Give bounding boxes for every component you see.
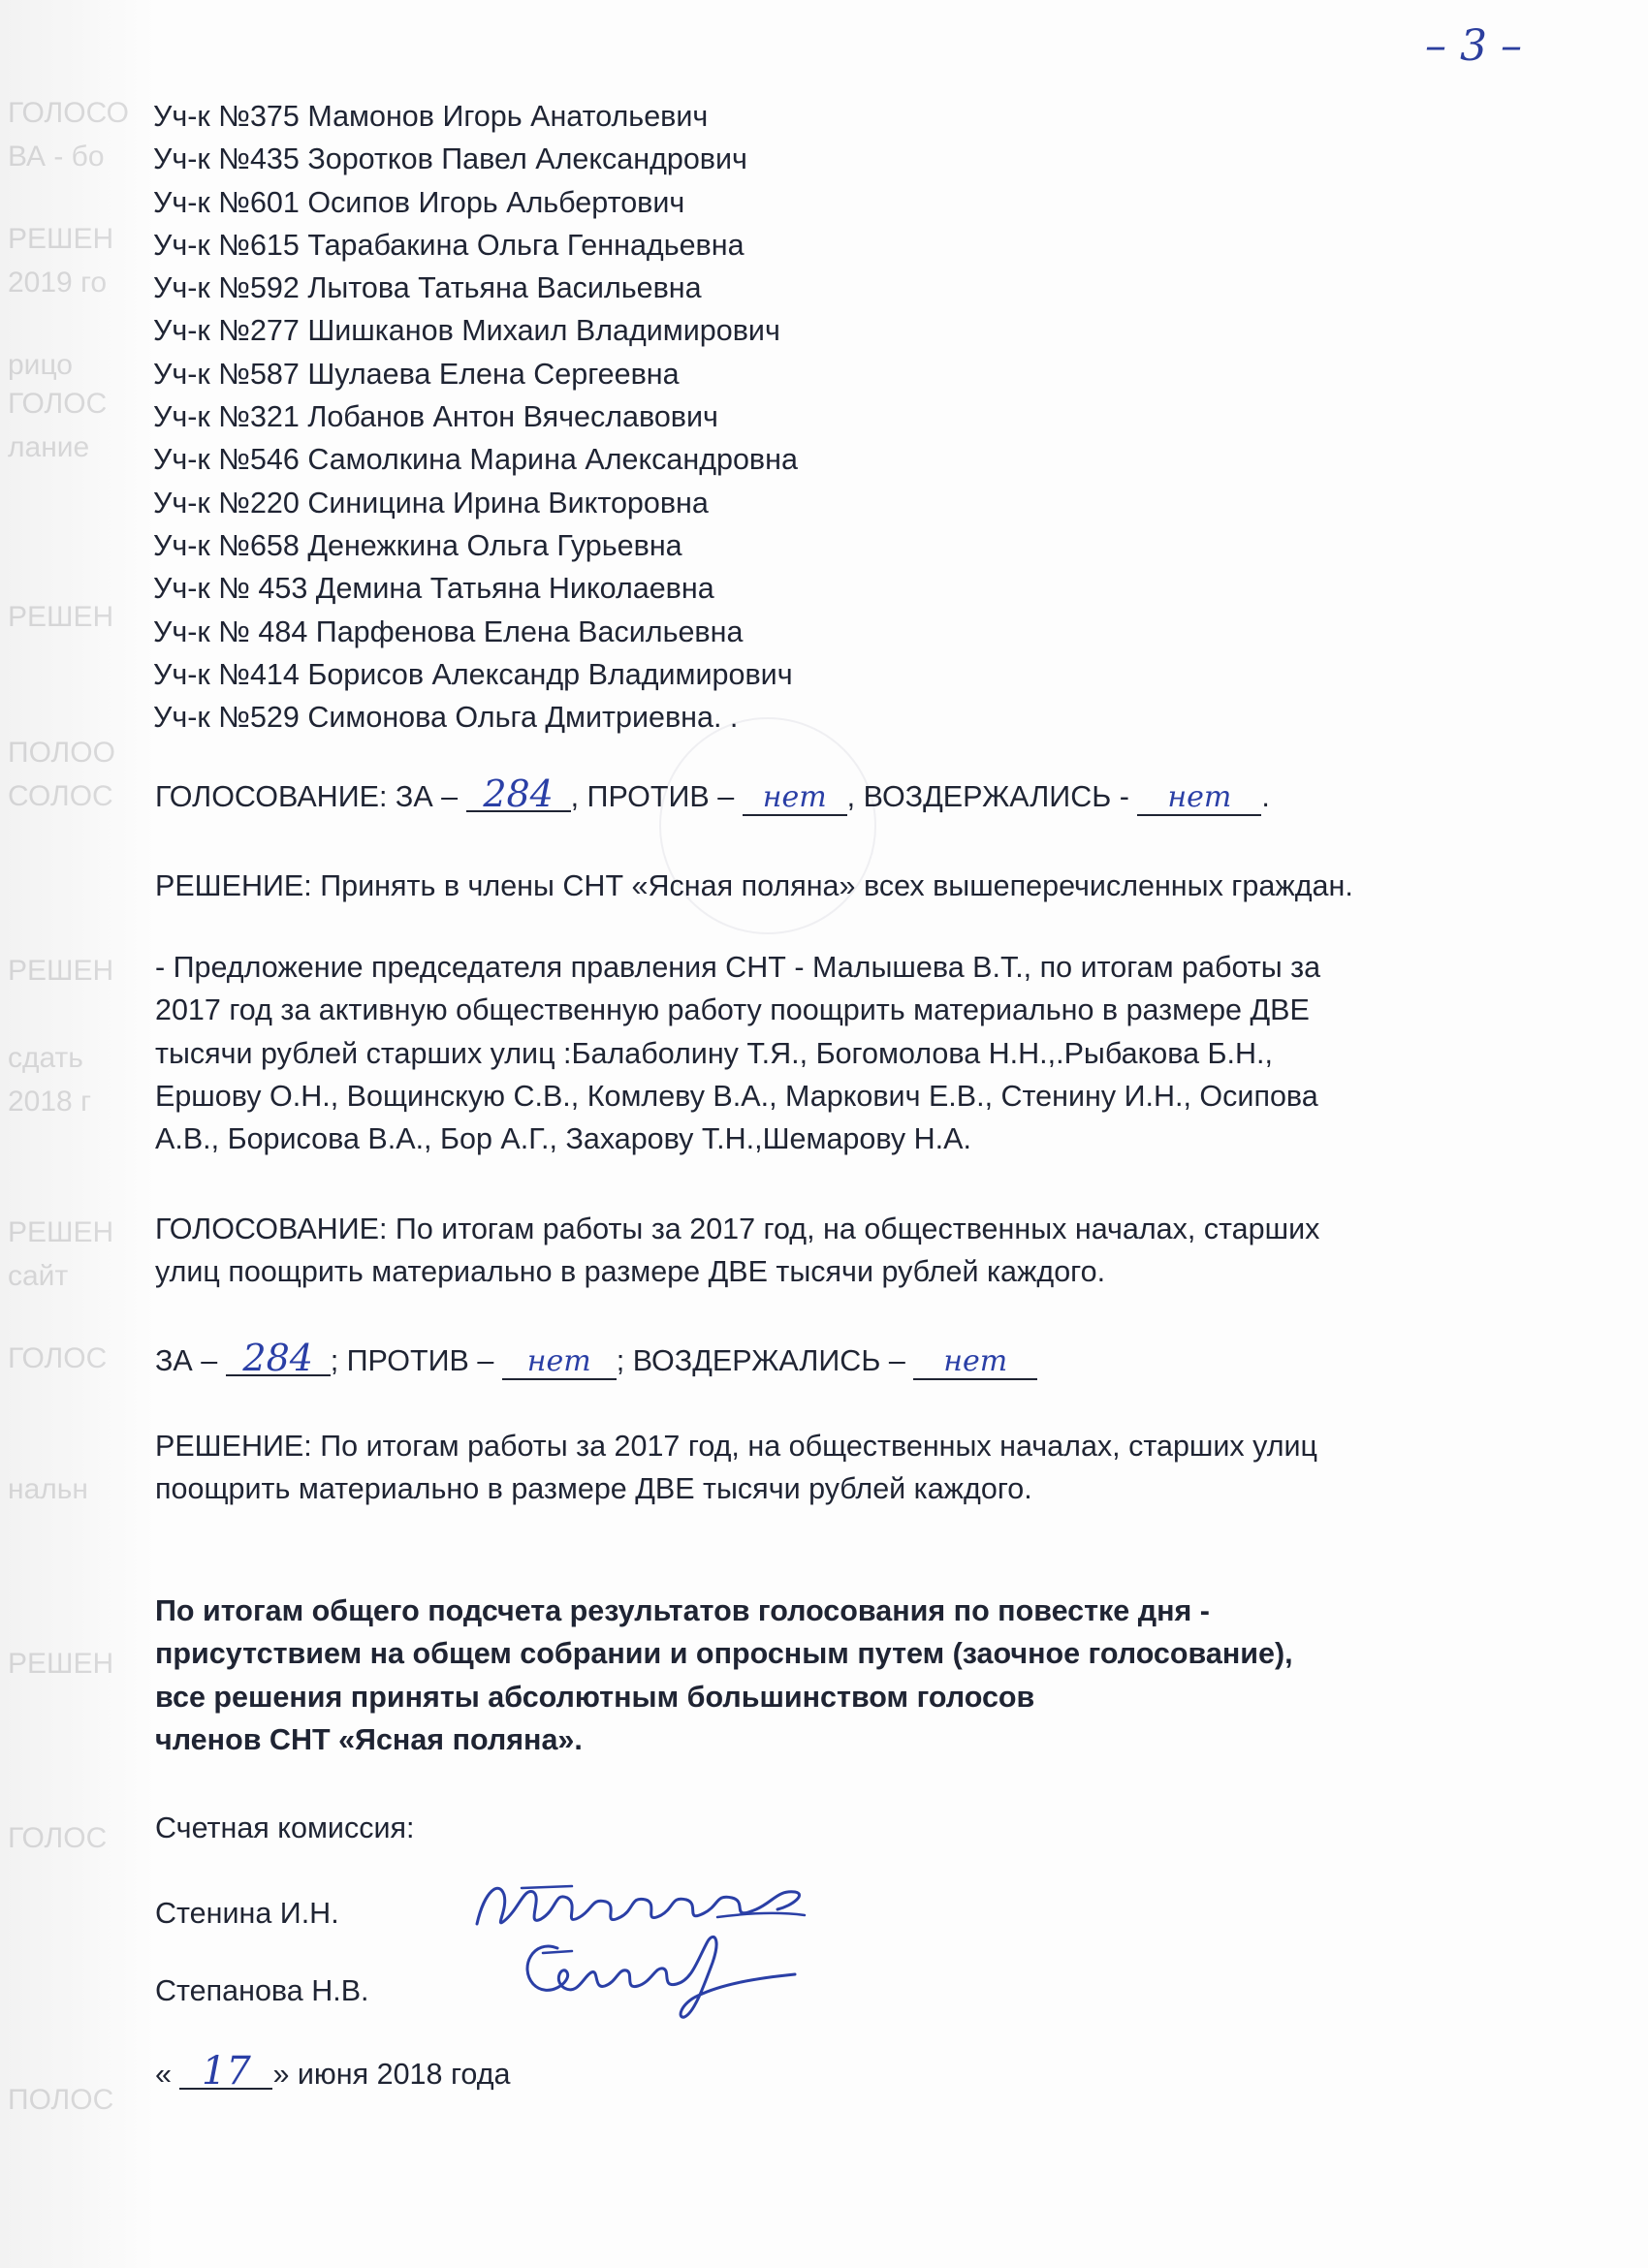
- date-month-year: » июня 2018 года: [272, 2058, 511, 2091]
- proposal-line: тысячи рублей старших улиц :Балаболину Т.Я., Богомолова Н.Н.,.Рыбакова Б.Н.,: [155, 1036, 1273, 1070]
- proposal-line: Ершову О.Н., Вощинскую С.В., Комлеву В.А., Маркович Е.В., Стенину И.Н., Осипова: [155, 1079, 1318, 1113]
- decision-2-line: РЕШЕНИЕ: По итогам работы за 2017 год, на общественных началах, старших улиц: [155, 1430, 1318, 1463]
- participant-line: Уч-к № 484 Парфенова Елена Васильевна: [153, 614, 744, 648]
- summary-line: членов СНТ «Ясная поляна».: [155, 1722, 583, 1756]
- vote-1-prefix: ГОЛОСОВАНИЕ: ЗА –: [155, 780, 466, 813]
- bleed-line: РЕШЕН: [8, 1216, 114, 1248]
- bleed-line: ГОЛОСО: [8, 97, 129, 129]
- bleed-line: РЕШЕН: [8, 601, 114, 633]
- bleed-line: сайт: [8, 1260, 69, 1292]
- bleed-line: 2019 го: [8, 267, 108, 299]
- bleed-through-margin: [0, 0, 155, 2268]
- summary-line: присутствием на общем собрании и опросным путем (заочное голосование),: [155, 1637, 1293, 1671]
- date-day-handwritten: 17: [179, 2055, 272, 2090]
- decision-2-line: поощрить материально в размере ДВЕ тысячи рублей каждого.: [155, 1472, 1032, 1506]
- bleed-line: 2018 г: [8, 1086, 92, 1118]
- counting-commission-label: Счетная комиссия:: [155, 1811, 415, 1844]
- vote-1-abstain-handwritten: нет: [1137, 781, 1261, 816]
- bleed-line: ПОЛОС: [8, 2084, 114, 2116]
- vote-1-against-label: , ПРОТИВ –: [570, 780, 743, 813]
- bleed-line: СОЛОС: [8, 780, 113, 812]
- date-open-quote: «: [155, 2058, 180, 2091]
- participant-list: [153, 95, 798, 739]
- decision-2: [155, 1425, 1317, 1511]
- voting-summary: [155, 1590, 1293, 1761]
- participant-line: Уч-к №587 Шулаева Елена Сергеевна: [153, 357, 680, 391]
- vote-2-text-line: улиц поощрить материально в размере ДВЕ тысячи рублей каждого.: [155, 1255, 1106, 1289]
- vote-2-prefix: ЗА –: [155, 1344, 226, 1377]
- proposal-line: - Предложение председателя правления СНТ - Малышева В.Т., по итогам работы за: [155, 951, 1321, 984]
- vote-2-against-handwritten: нет: [502, 1345, 617, 1380]
- summary-line: По итогам общего подсчета результатов голосования по повестке дня -: [155, 1594, 1210, 1627]
- decision-1: РЕШЕНИЕ: Принять в члены СНТ «Ясная поляна» всех вышеперечисленных граждан.: [155, 869, 1353, 902]
- member-name-2: Степанова Н.В.: [155, 1974, 369, 2007]
- bleed-line: нальн: [8, 1473, 88, 1505]
- participant-line: Уч-к №375 Мамонов Игорь Анатольевич: [153, 100, 709, 133]
- vote-2-for-handwritten: 284: [226, 1341, 331, 1376]
- participant-line: Уч-к №529 Симонова Ольга Дмитриевна. .: [153, 701, 739, 735]
- proposal-line: А.В., Борисова В.А., Бор А.Г., Захарову Т.Н.,Шемарову Н.А.: [155, 1122, 971, 1156]
- bleed-line: РЕШЕН: [8, 955, 114, 987]
- vote-2-text-line: ГОЛОСОВАНИЕ: По итогам работы за 2017 год, на общественных началах, старших: [155, 1213, 1320, 1245]
- vote-1-for-handwritten: 284: [466, 777, 571, 812]
- participant-line: Уч-к №615 Тарабакина Ольга Геннадьевна: [153, 228, 745, 262]
- bleed-line: ВА - бо: [8, 141, 105, 173]
- participant-line: Уч-к №220 Синицина Ирина Викторовна: [153, 486, 709, 520]
- participant-line: Уч-к №592 Лытова Татьяна Васильевна: [153, 271, 702, 305]
- participant-line: Уч-к №435 Зоротков Павел Александрович: [153, 142, 747, 176]
- participant-line: Уч-к №658 Денежкина Ольга Гурьевна: [153, 528, 682, 562]
- bleed-line: ГОЛОС: [8, 388, 108, 420]
- signature-stepanova: [514, 1924, 824, 2031]
- participant-line: Уч-к №414 Борисов Александр Владимирович: [153, 657, 793, 691]
- bleed-line: РЕШЕН: [8, 223, 114, 255]
- bleed-line: сдать: [8, 1042, 83, 1074]
- bleed-line: лание: [8, 431, 90, 463]
- member-name-1: Стенина И.Н.: [155, 1897, 339, 1930]
- participant-line: Уч-к №546 Самолкина Марина Александровна: [153, 443, 798, 477]
- chairman-proposal: [155, 946, 1320, 1160]
- vote-1-suffix: .: [1261, 780, 1270, 813]
- summary-line: все решения приняты абсолютным большинством голосов: [155, 1680, 1035, 1714]
- page-number: – 3 –: [1425, 21, 1522, 71]
- proposal-line: 2017 год за активную общественную работу поощрить материально в размере ДВЕ: [155, 993, 1310, 1027]
- bleed-line: ГОЛОС: [8, 1342, 108, 1374]
- vote-1-line: [155, 772, 1270, 818]
- vote-2-abstain-handwritten: нет: [913, 1345, 1037, 1380]
- vote-2-text: [155, 1208, 1319, 1294]
- document-date: [155, 2049, 511, 2095]
- vote-2-abstain-label: ; ВОЗДЕРЖАЛИСЬ –: [616, 1344, 914, 1377]
- participant-line: Уч-к №601 Осипов Игорь Альбертович: [153, 185, 685, 219]
- bleed-line: ПОЛОО: [8, 737, 115, 769]
- vote-2-against-label: ; ПРОТИВ –: [330, 1344, 502, 1377]
- bleed-line: РЕШЕН: [8, 1648, 114, 1680]
- participant-line: Уч-к №277 Шишканов Михаил Владимирович: [153, 314, 780, 348]
- vote-1-abstain-label: , ВОЗДЕРЖАЛИСЬ -: [846, 780, 1138, 813]
- participant-line: Уч-к №321 Лобанов Антон Вячеславович: [153, 400, 718, 434]
- vote-2-line: [155, 1339, 1037, 1382]
- bleed-line: ГОЛОС: [8, 1822, 108, 1854]
- bleed-line: рицо: [8, 349, 73, 381]
- participant-line: Уч-к № 453 Демина Татьяна Николаевна: [153, 572, 714, 606]
- vote-1-against-handwritten: нет: [743, 781, 847, 816]
